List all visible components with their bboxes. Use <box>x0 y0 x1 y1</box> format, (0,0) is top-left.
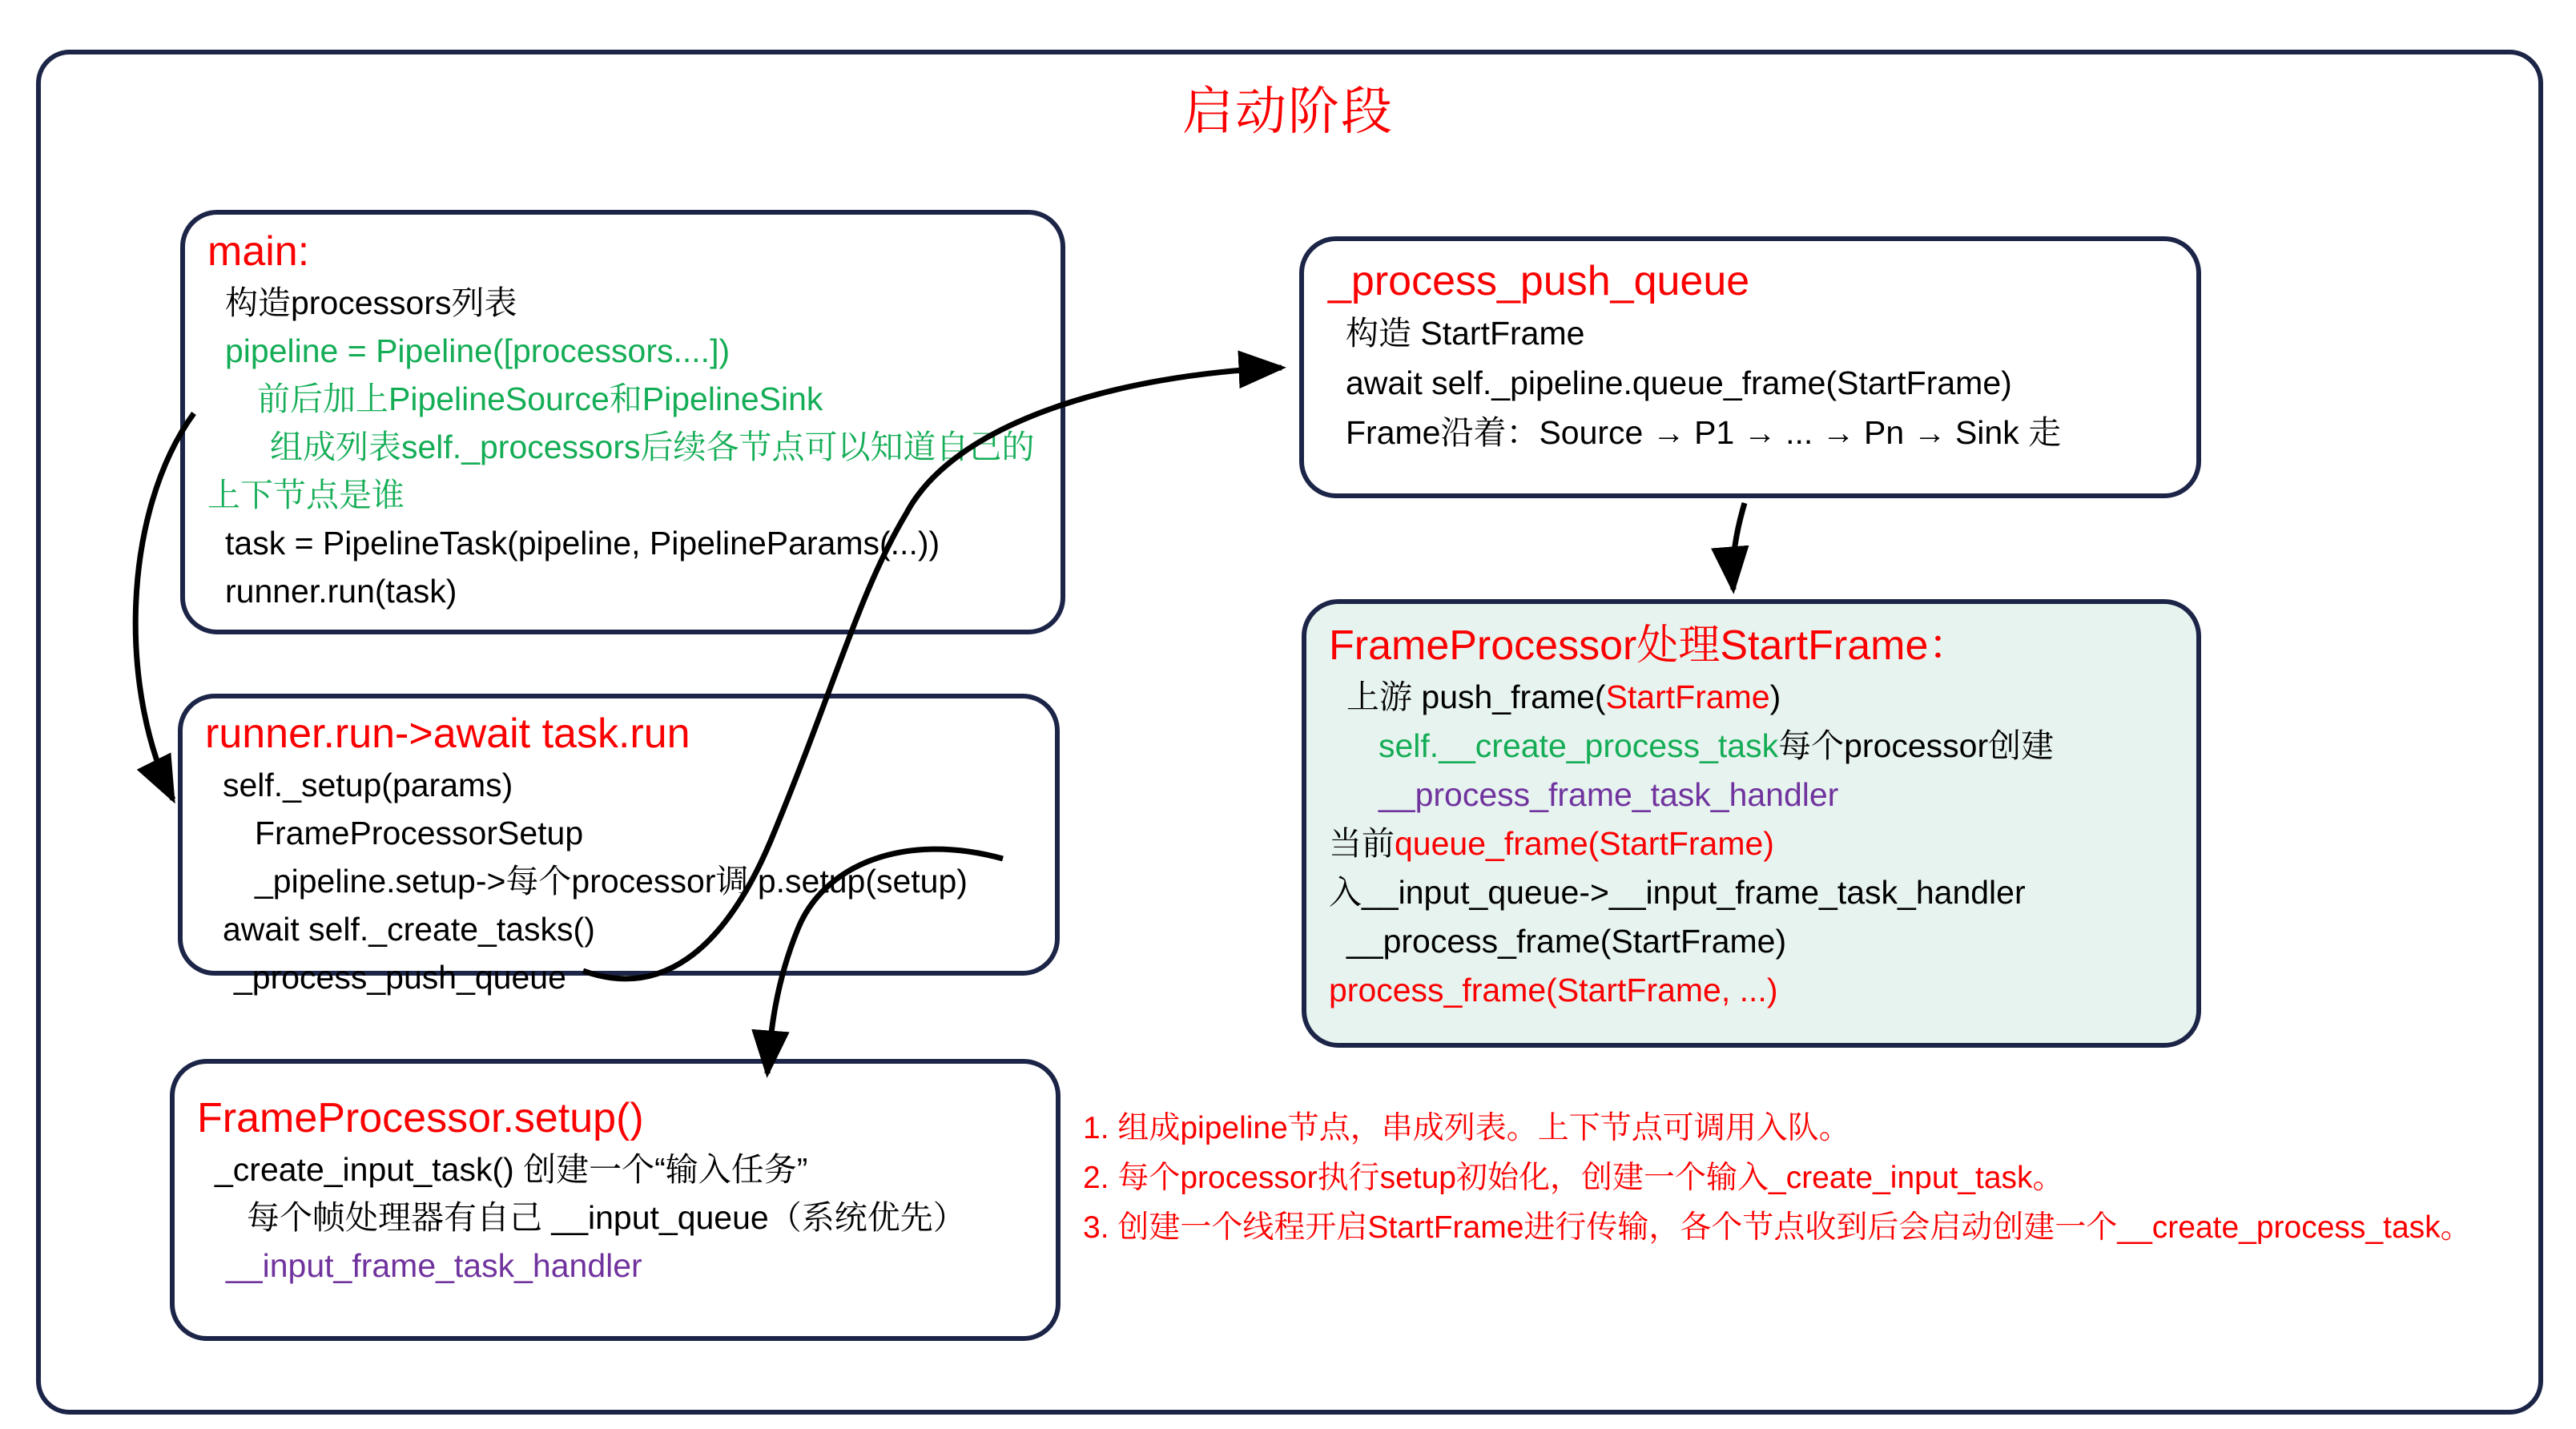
text-segment: StartFrame <box>1605 678 1770 715</box>
runner-line: await self._create_tasks() <box>223 911 595 948</box>
runner-line: self._setup(params) <box>223 767 513 803</box>
runner-line: _pipeline.setup->每个processor调 p.setup(setup) <box>255 863 968 900</box>
text-segment: process_frame(StartFrame, ...) <box>1329 972 1778 1008</box>
runner-line: _process_push_queue <box>234 959 566 996</box>
note-line-2: 2. 每个processor执行setup初始化，创建一个输入_create_input_task。 <box>1083 1161 2064 1195</box>
text-segment: self.__create_process_task <box>1379 727 1779 764</box>
frameproc-line <box>1329 722 2174 771</box>
pushq-line: 构造 StartFrame <box>1346 315 1585 352</box>
main-line: 前后加上PipelineSource和PipelineSink <box>257 380 823 417</box>
setup-line: _create_input_task() 创建一个“输入任务” <box>215 1151 808 1188</box>
frameproc-line <box>1329 819 2174 868</box>
main-box <box>180 210 1065 634</box>
process-push-queue-box <box>1299 236 2201 498</box>
frameproc-line <box>1329 966 2174 1015</box>
setup-line: __input_frame_task_handler <box>226 1247 642 1284</box>
runner-run-box <box>178 694 1060 996</box>
setup-line: 每个帧处理器有自己 __input_queue（系统优先） <box>247 1199 966 1236</box>
main-line: 构造processors列表 <box>225 284 517 321</box>
text-segment: ) <box>1769 678 1781 715</box>
runner-line: FrameProcessorSetup <box>255 815 584 851</box>
frameproc-line <box>1329 917 2174 966</box>
main-box-heading: main: <box>207 228 310 275</box>
text-segment: __process_frame_task_handler <box>1379 776 1839 813</box>
text-segment: __process_frame(StartFrame) <box>1346 923 1787 960</box>
frameprocessor-startframe-box <box>1302 599 2201 1048</box>
pushq-line: await self._pipeline.queue_frame(StartFrame) <box>1346 364 2012 401</box>
runner-box-heading: runner.run->await task.run <box>205 710 690 757</box>
text-segment: 上游 push_frame( <box>1346 678 1606 715</box>
text-segment: 入__input_queue->__input_frame_task_handler <box>1329 874 2026 911</box>
notes <box>1083 1104 2472 1253</box>
setup-box-heading: FrameProcessor.setup() <box>197 1095 644 1141</box>
frameproc-line <box>1329 673 2174 722</box>
frameprocessor-setup-box <box>170 1059 1061 1341</box>
note-line-3: 3. 创建一个线程开启StartFrame进行传输，各个节点收到后会启动创建一个__create_process_task。 <box>1083 1210 2472 1245</box>
main-line: task = PipelineTask(pipeline, PipelineParams(...)) <box>225 525 940 562</box>
frameproc-line <box>1329 771 2174 819</box>
diagram-title: 启动阶段 <box>1182 83 1394 140</box>
main-line: pipeline = Pipeline([processors....]) <box>225 332 731 369</box>
main-line: 组成列表self._processors后续各节点可以知道自己的上下节点是谁 <box>207 429 1035 513</box>
pushq-line: Frame沿着：Source → P1 → ... → Pn → Sink 走 <box>1346 414 2062 451</box>
text-segment: 每个processor创建 <box>1778 727 2055 764</box>
frameproc-box-heading: FrameProcessor处理StartFrame： <box>1329 622 1970 669</box>
main-line: runner.run(task) <box>225 573 457 610</box>
text-segment: queue_frame(StartFrame) <box>1395 825 1774 862</box>
text-segment: 当前 <box>1329 825 1395 862</box>
frameproc-line <box>1329 868 2174 917</box>
pushq-box-heading: _process_push_queue <box>1328 258 1750 304</box>
note-line-1: 1. 组成pipeline节点，串成列表。上下节点可调用入队。 <box>1083 1111 1850 1145</box>
